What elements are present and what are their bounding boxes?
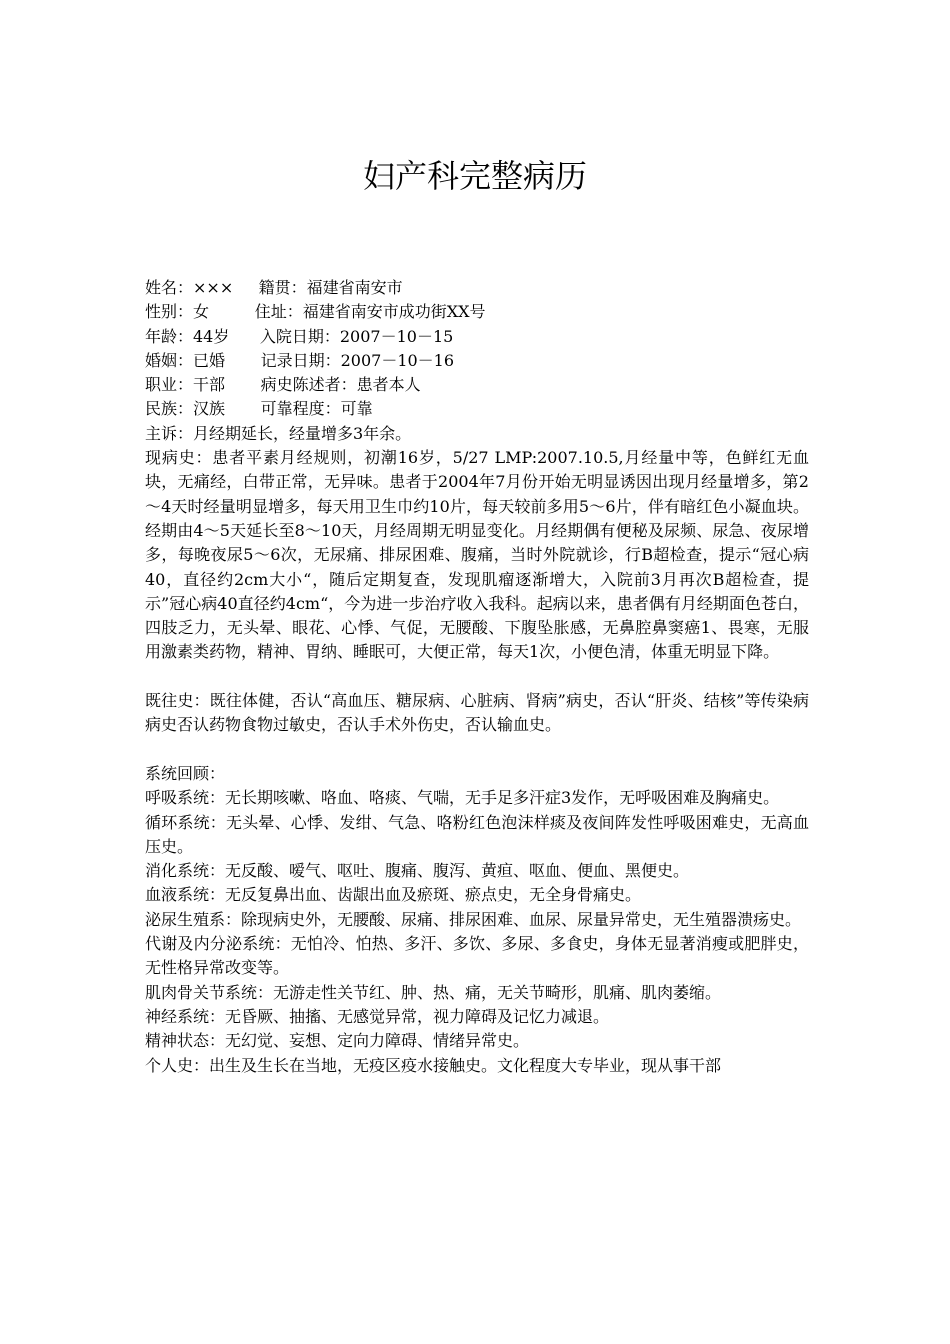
medical-record-body [145,276,809,1078]
past-history: 既往史：既往体健，否认“高血压、糖尿病、心脏病、肾病”病史，否认“肝炎、结核”等传染病病史否认药物食物过敏史，否认手术外伤史，否认输血史。 [145,691,809,735]
review-digestive: 消化系统：无反酸、嗳气、呕吐、腹痛、腹泻、黄疸、呕血、便血、黑便史。 [145,861,690,881]
review-endocrine: 代谢及内分泌系统：无怕冷、怕热、多汗、多饮、多尿、多食史，身体无显著消瘦或肥胖史，无性格异常改变等。 [145,934,809,978]
info-line-name-hometown: 姓名：××× 籍贯：福建省南安市 [145,278,403,297]
info-line-age-admission: 年龄：44岁 入院日期：2007－10－15 [145,326,454,346]
info-line-occupation-narrator: 职业：干部 病史陈述者：患者本人 [145,375,421,395]
info-line-marriage-record-date: 婚姻：已婚 记录日期：2007－10－16 [145,350,455,370]
chief-complaint: 主诉：月经期延长，经量增多3年余。 [145,423,412,443]
review-respiratory: 呼吸系统：无长期咳嗽、咯血、咯痰、气喘，无手足多汗症3发作，无呼吸困难及胸痛史。 [145,788,780,808]
review-circulatory: 循环系统：无头晕、心悸、发绀、气急、咯粉红色泡沫样痰及夜间阵发性呼吸困难史，无高血压史。 [145,812,809,856]
review-mental: 精神状态：无幻觉、妄想、定向力障碍、情绪异常史。 [145,1031,530,1051]
system-review-heading: 系统回顾： [145,763,226,783]
paragraph-gap [145,738,809,762]
review-urogenital: 泌尿生殖系：除现病史外，无腰酸、尿痛、排尿困难、血尿、尿量异常史，无生殖器溃疡史。 [145,909,802,929]
info-line-sex-address: 性别：女 住址：福建省南安市成功街XX号 [145,302,486,322]
info-line-ethnicity-reliability: 民族：汉族 可靠程度：可靠 [145,399,373,419]
review-blood: 血液系统：无反复鼻出血、齿龈出血及瘀斑、瘀点史，无全身骨痛史。 [145,885,642,905]
document-title: 妇产科完整病历 [362,157,587,195]
review-nervous: 神经系统：无昏厥、抽搐、无感觉异常，视力障碍及记忆力减退。 [145,1006,610,1026]
present-illness-history: 现病史：患者平素月经规则，初潮16岁，5/27 LMP:2007.10.5,月经量中等，色鲜红无血块，无痛经，白带正常，无异味。患者于2004年7月份开始无明显诱因出现月经量增多，第2～4天时经量明显增多，每天用卫生巾约10片，每天较前多用5～6片，伴有暗红色小凝血块。经期由4～5天延长至8～10天，月经周期无明显变化。月经期偶有便秘及尿频、尿急、夜尿增多，每晚夜尿5～6次，无尿痛、排尿困难、腹痛，当时外院就诊，行B超检查，提示“冠心病40，直径约2cm大小“，随后定期复查，发现肌瘤逐渐增大，入院前3月再次B超检查，提示”冠心病40直径约4cm“，今为进一步治疗收入我科。起病以来，患者偶有月经期面色苍白，四肢乏力，无头晕、眼花、心悸、气促，无腰酸、下腹坠胀感，无鼻腔鼻窦癌1、畏寒，无服用激素类药物，精神、胃纳、睡眠可，大便正常，每天1次，小便色清，体重无明显下降。 [145,448,809,662]
review-musculoskeletal: 肌肉骨关节系统：无游走性关节红、肿、热、痛，无关节畸形，肌痛、肌肉萎缩。 [145,982,722,1002]
paragraph-gap [145,665,809,689]
personal-history: 个人史：出生及生长在当地，无疫区疫水接触史。文化程度大专毕业，现从事干部 [145,1055,722,1075]
